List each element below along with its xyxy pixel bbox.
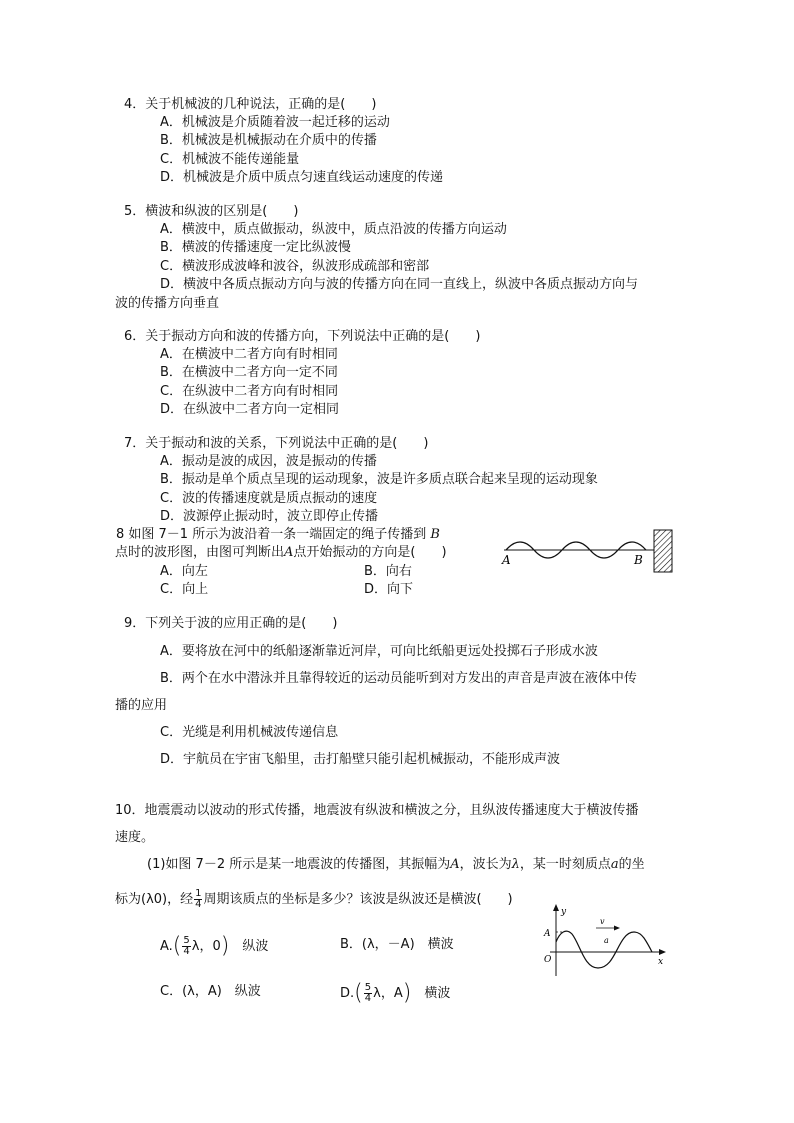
q10-option-d: D.( $\frac{5}{4}$ λ，A) 横波 — [340, 980, 451, 1006]
q10-option-b: B．(λ，－A) 横波 — [340, 937, 454, 952]
q10-var-amplitude: A — [450, 857, 460, 872]
q7-option-a: A．振动是波的成因，波是振动的传播 — [160, 454, 377, 469]
q6-option-c: C．在纵波中二者方向有时相同 — [160, 384, 339, 399]
q5-continuation: 波的传播方向垂直 — [115, 296, 220, 311]
q10-option-d-body: λ，A — [373, 986, 403, 1001]
q10-option-a-den: 4 — [183, 946, 190, 957]
q10-sub1-line1 — [147, 856, 645, 874]
q10-wave-graph-figure — [538, 902, 670, 978]
q8-option-c: C．向上 — [160, 582, 209, 597]
q9-continuation: 播的应用 — [115, 698, 168, 713]
q10-option-a: A.( $\frac{5}{4}$ λ，0) 纵波 — [160, 933, 269, 959]
q10-sub1-text-b: ，波长为 — [459, 857, 512, 872]
q8-label-b: B — [634, 553, 643, 567]
q10-option-d-den: 4 — [364, 993, 372, 1004]
q10-sub1-line2 — [115, 889, 513, 910]
q8-wall — [654, 530, 672, 572]
q8-label-a: A — [502, 553, 511, 567]
q6-option-b: B．在横波中二者方向一定不同 — [160, 365, 338, 380]
q6-option-a: A．在横波中二者方向有时相同 — [160, 347, 338, 362]
q7-option-c: C．波的传播速度就是质点振动的速度 — [160, 491, 378, 506]
q8-point-b: B — [430, 527, 440, 542]
q10-option-c: C．(λ，A) 纵波 — [160, 984, 261, 999]
q10-option-a-label: A. — [160, 939, 173, 954]
q10-x-arrow — [659, 949, 666, 955]
q8-stem-line2 — [115, 544, 447, 562]
q9-option-c: C．光缆是利用机械波传递信息 — [160, 725, 339, 740]
q10-option-a-body: λ，0 — [191, 939, 221, 954]
q10-label-y: y — [561, 907, 567, 917]
q8-option-b: B．向右 — [364, 564, 412, 579]
q10-sub1-text-c: ，某一时刻质点 — [519, 857, 611, 872]
q8-rope-wave-figure — [498, 528, 684, 578]
q9-option-d: D．宇航员在宇宙飞船里，击打船壁只能引起机械振动，不能形成声波 — [160, 752, 561, 767]
q10-option-d-type: 横波 — [424, 986, 451, 1001]
q4-option-a: A．机械波是介质随着波一起迁移的运动 — [160, 115, 390, 130]
q4-option-b: B．机械波是机械振动在介质中的传播 — [160, 133, 377, 148]
q9-option-a: A．要将放在河中的纸船逐渐靠近河岸，可向比纸船更远处投掷石子形成水波 — [160, 644, 598, 659]
q5-option-b: B．横波的传播速度一定比纵波慢 — [160, 240, 351, 255]
q10-label-a: a — [604, 936, 609, 945]
q8-stem-text-post: 点开始振动的方向是( ) — [293, 545, 447, 560]
q10-option-d-label: D. — [340, 986, 355, 1001]
q9-option-b: B．两个在水中潜泳并且靠得较近的运动员能听到对方发出的声音是声波在液体中传 — [160, 671, 637, 686]
q10-option-a-num: 5 — [183, 935, 190, 946]
q7-option-b: B．振动是单个质点呈现的运动现象，波是许多质点联合起来呈现的运动现象 — [160, 472, 598, 487]
q5-option-c: C．横波形成波峰和波谷，纵波形成疏部和密部 — [160, 259, 430, 274]
q9-stem: 9．下列关于波的应用正确的是( ) — [124, 616, 338, 631]
q7-stem: 7．关于振动和波的关系，下列说法中正确的是( ) — [124, 436, 429, 451]
q6-stem: 6．关于振动方向和波的传播方向，下列说法中正确的是( ) — [124, 329, 481, 344]
q6-option-d: D．在纵波中二者方向一定相同 — [160, 402, 340, 417]
q10-fraction-quarter — [194, 889, 202, 910]
q8-option-a: A．向左 — [160, 564, 208, 579]
q5-stem: 5．横波和纵波的区别是( ) — [124, 204, 299, 219]
q10-label-v: v — [600, 917, 605, 926]
q8-stem-text: 8 如图 7－1 所示为波沿着一条一端固定的绳子传播到 — [116, 527, 427, 542]
q10-label-amplitude: A — [544, 929, 551, 939]
q10-label-x: x — [658, 957, 664, 967]
q8-point-a: A — [284, 545, 294, 560]
q10-sub2-text-a: 标为(λ0)，经 — [115, 892, 194, 907]
q4-option-c: C．机械波不能传递能量 — [160, 152, 300, 167]
q10-option-a-type: 纵波 — [242, 939, 269, 954]
q8-stem-text-pre: 点时的波形图，由图可判断出 — [115, 545, 285, 560]
q10-stem-line1: 10．地震震动以波动的形式传播，地震波有纵波和横波之分，且纵波传播速度大于横波传播 — [115, 803, 639, 818]
q10-var-wavelength: λ — [511, 857, 520, 872]
q10-sub1-text-a: (1)如图 7－2 所示是某一地震波的传播图，其振幅为 — [147, 857, 451, 872]
q10-sub1-text-d: 的坐 — [618, 857, 645, 872]
q10-y-arrow — [553, 904, 559, 911]
q8-stem-line1 — [116, 526, 440, 544]
q10-var-point-a: a — [610, 857, 619, 872]
q10-frac-num: 1 — [195, 888, 202, 899]
q5-option-a: A．横波中，质点做振动，纵波中，质点沿波的传播方向运动 — [160, 222, 507, 237]
q4-stem: 4．关于机械波的几种说法，正确的是( ) — [124, 97, 377, 112]
q7-option-d: D．波源停止振动时，波立即停止传播 — [160, 509, 379, 524]
q10-label-origin: O — [544, 955, 552, 965]
q10-option-d-num: 5 — [364, 982, 372, 993]
q10-frac-den: 4 — [195, 899, 202, 910]
q5-option-d: D．横波中各质点振动方向与波的传播方向在同一直线上，纵波中各质点振动方向与 — [160, 277, 639, 292]
q10-sub2-text-b: 周期该质点的坐标是多少？该波是纵波还是横波( ) — [203, 892, 513, 907]
q8-option-d: D．向下 — [364, 582, 414, 597]
q10-stem-line2: 速度。 — [115, 830, 155, 845]
q4-option-d: D．机械波是介质中质点匀速直线运动速度的传递 — [160, 170, 444, 185]
